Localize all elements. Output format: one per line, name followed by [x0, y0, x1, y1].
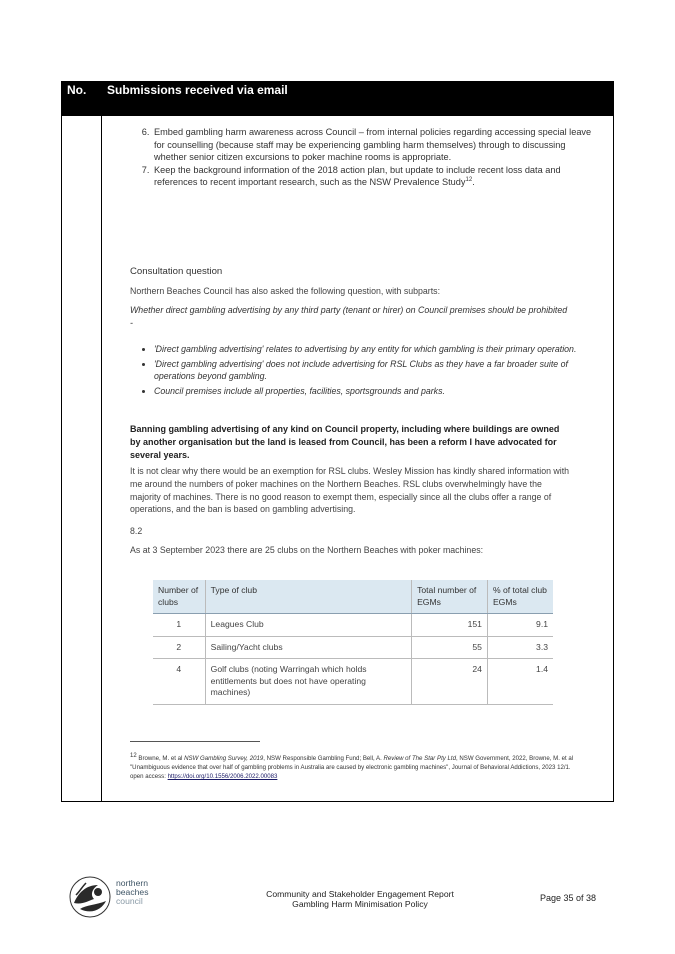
logo-line: northern	[116, 878, 149, 888]
footnote-italic: Review of The Star Pty Ltd	[383, 755, 456, 762]
cell-total: 55	[412, 636, 488, 659]
cell-total: 24	[412, 659, 488, 705]
bullet-item: • 'Direct gambling advertising' relates to advertising by any entity for which gambling is their primary operation.	[154, 343, 594, 356]
council-logo-text	[116, 879, 149, 906]
table-header-bar	[61, 81, 614, 116]
cell-type: Golf clubs (noting Warringah which holds entitlements but does not have operating machines)	[205, 659, 411, 705]
cell-number: 4	[153, 659, 205, 705]
footnote-ref[interactable]: 12	[465, 177, 473, 184]
footnote-italic: NSW Gambling Survey, 2019	[184, 755, 264, 762]
cell-number: 1	[153, 614, 205, 637]
table-row	[153, 614, 553, 637]
col-header-percent: % of total club EGMs	[487, 580, 553, 614]
bold-paragraph: Banning gambling advertising of any kind on Council property, including where buildings are owned by another organisation but the land is leased from Council, has been a reform I have advocated for several years.	[130, 424, 560, 460]
recommendation-list	[128, 126, 598, 189]
recommendation-item	[152, 126, 598, 164]
cell-type: Sailing/Yacht clubs	[205, 636, 411, 659]
recommendation-item	[152, 164, 598, 189]
logo-line: beaches	[116, 887, 149, 897]
section-number: 8.2	[130, 526, 143, 536]
bullet-item: • 'Direct gambling advertising' does not include advertising for RSL Clubs as they have a far broader suite of operations beyond gambling.	[154, 358, 594, 383]
recommendation-text: Embed gambling harm awareness across Council – from internal policies regarding accessing special leave for counselling (because staff may be experiencing gambling harm themselves) through to discussing whether senior citizen excursions to poker machine rooms is appropriate.	[154, 127, 592, 163]
footer-center	[230, 889, 490, 909]
footnote	[130, 754, 582, 781]
consultation-intro: Northern Beaches Council has also asked the following question, with subparts:	[130, 286, 441, 296]
consultation-heading: Consultation question	[130, 266, 223, 277]
table-row	[153, 636, 553, 659]
cell-type: Leagues Club	[205, 614, 411, 637]
footnote-text: Browne, M. et al	[136, 755, 185, 762]
body-paragraph: It is not clear why there would be an exemption for RSL clubs. Wesley Mission has kindly shared information with me around the numbers of poker machines on the Northern Beaches. RSL clubs overwhelmingly have the majority of machines. There is no good reason to exempt them, especially since all the clubs offer a range of operations, and the ban is based on gambling advertising.	[130, 466, 570, 515]
consultation-bullets	[130, 343, 594, 399]
consultation-question: Whether direct gambling advertising by any third party (tenant or hirer) on Council premises should be prohibited -	[130, 305, 568, 328]
bullet-item: • Council premises include all properties, facilities, sportsgrounds and parks.	[154, 385, 594, 398]
clubs-table	[153, 580, 553, 705]
col-header-total: Total number of EGMs	[412, 580, 488, 614]
column-divider	[101, 116, 102, 802]
col-header-number: Number of clubs	[153, 580, 205, 614]
recommendation-text: Keep the background information of the 2018 action plan, but update to include recent loss data and references to recent important research, such as the NSW Prevalence Study	[154, 164, 561, 188]
cell-number: 2	[153, 636, 205, 659]
footnote-separator	[130, 741, 260, 742]
footer-report-title: Community and Stakeholder Engagement Report	[266, 889, 454, 899]
recommendation-tail: .	[472, 177, 475, 188]
footnote-number: 12	[130, 752, 137, 759]
footer-policy-title: Gambling Harm Minimisation Policy	[292, 899, 428, 909]
footnote-text: , NSW Government, 2022, Browne, M. et al "Unambiguous evidence that over half of gambling problems in Australia are caused by electronic gambling machines", Journal of Behavioral Addictions, 2023 12/1. open access:	[130, 755, 574, 780]
header-title: Submissions received via email	[107, 83, 288, 97]
cell-percent: 9.1	[487, 614, 553, 637]
footnote-link[interactable]: https://doi.org/10.1556/2006.2022.00083	[167, 773, 278, 780]
council-logo-icon	[68, 875, 112, 919]
table-header-row	[153, 580, 553, 614]
col-header-type: Type of club	[205, 580, 411, 614]
as-at-statement: As at 3 September 2023 there are 25 clubs on the Northern Beaches with poker machines:	[130, 545, 484, 555]
cell-total: 151	[412, 614, 488, 637]
cell-percent: 3.3	[487, 636, 553, 659]
cell-percent: 1.4	[487, 659, 553, 705]
logo-line: council	[116, 896, 143, 906]
header-no-label: No.	[67, 83, 87, 97]
footnote-text: , NSW Responsible Gambling Fund; Bell, A.	[263, 755, 384, 762]
page-number: Page 35 of 38	[540, 893, 597, 903]
table-row	[153, 659, 553, 705]
